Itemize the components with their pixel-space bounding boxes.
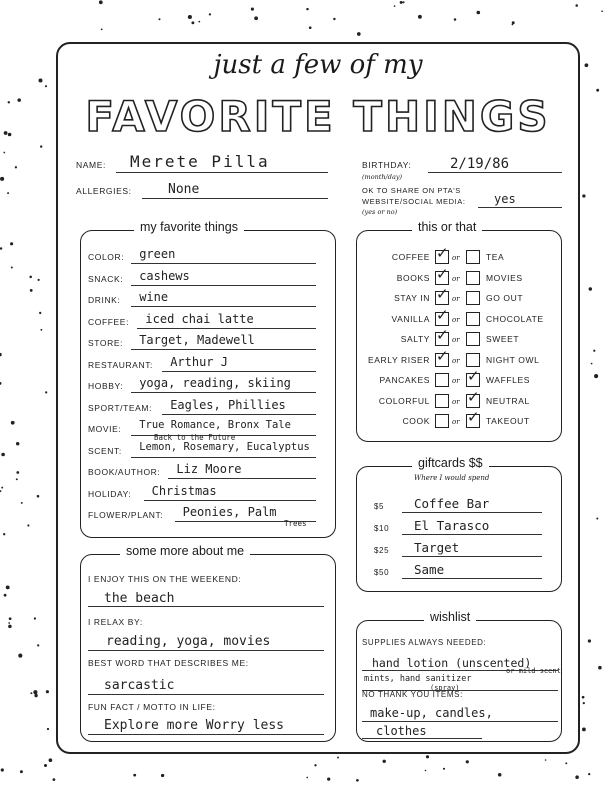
no-thanks-value-1[interactable]: make-up, candles, <box>370 706 493 720</box>
favorite-label: MOVIE: <box>88 424 122 434</box>
choice-right-checkbox[interactable] <box>466 353 480 367</box>
speckle-dot <box>45 391 47 393</box>
form-sheet <box>56 42 580 754</box>
speckle-dot <box>3 533 5 535</box>
website-label: WEBSITE/SOCIAL MEDIA: <box>362 197 466 206</box>
check-mark-icon: ✓ <box>467 409 480 426</box>
speckle-dot <box>466 760 469 763</box>
or-text: or <box>452 397 460 406</box>
speckle-dot <box>191 21 194 24</box>
favorite-label: SNACK: <box>88 273 124 284</box>
no-thanks-value-2[interactable]: clothes <box>376 724 427 738</box>
giftcard-amount: $50 <box>374 568 390 577</box>
speckle-dot <box>44 764 47 767</box>
speckle-dot <box>10 242 13 245</box>
favorite-value[interactable]: iced chai latte <box>145 311 254 326</box>
favorite-value[interactable]: Liz Moore <box>176 462 242 476</box>
giftcard-amount: $5 <box>374 502 385 511</box>
favorite-value[interactable]: cashews <box>139 268 190 283</box>
speckle-dot <box>39 312 41 314</box>
check-mark-icon: ✓ <box>436 245 449 262</box>
speckle-dot <box>7 192 9 194</box>
favorite-value[interactable]: wine <box>139 290 169 304</box>
share-value[interactable]: yes <box>494 192 516 206</box>
speckle-dot <box>583 702 585 704</box>
check-mark-icon: ✓ <box>467 388 480 406</box>
speckle-dot <box>588 639 591 642</box>
speckle-dot <box>37 495 40 498</box>
choice-left-label: STAY IN <box>394 293 430 303</box>
choice-right-label: WAFFLES <box>486 375 531 385</box>
choice-right-label: SWEET <box>486 334 520 344</box>
speckle-dot <box>47 728 49 730</box>
giftcards-title: giftcards $$ <box>412 456 489 470</box>
or-text: or <box>452 377 460 385</box>
speckle-dot <box>589 287 592 290</box>
speckle-dot <box>159 18 161 20</box>
favorite-value[interactable]: Peonies, Palm <box>182 505 277 519</box>
favorite-label: BOOK/AUTHOR: <box>88 467 161 477</box>
speckle-dot <box>40 329 42 331</box>
name-label: NAME: <box>76 160 106 170</box>
speckle-dot <box>425 770 427 772</box>
speckle-dot <box>198 21 200 23</box>
choice-left-label: COFFEE <box>391 252 430 262</box>
choice-left-label: SALTY <box>400 334 430 344</box>
supplies-value-1b: or mild scent <box>506 667 561 675</box>
giftcard-value[interactable]: Same <box>414 562 445 577</box>
speckle-dot <box>30 289 33 292</box>
speckle-dot <box>0 382 2 385</box>
speckle-dot <box>209 13 211 15</box>
favorite-label: DRINK: <box>88 295 121 305</box>
favorite-label: HOBBY: <box>88 381 124 391</box>
allergies-label: ALLERGIES: <box>76 186 132 196</box>
speckle-dot <box>8 622 10 624</box>
speckle-dot <box>101 28 103 30</box>
speckle-dot <box>17 98 21 102</box>
speckle-dot <box>49 758 53 762</box>
speckle-dot <box>30 692 32 694</box>
speckle-dot <box>594 374 598 378</box>
check-mark-icon: ✓ <box>436 306 449 324</box>
favorite-value[interactable]: Target, Madewell <box>139 333 255 347</box>
speckle-dot <box>0 247 2 249</box>
page-title: FAVORITE THINGS <box>85 92 551 141</box>
favorite-value[interactable]: green <box>139 247 176 261</box>
speckle-dot <box>8 133 12 137</box>
speckle-dot <box>251 8 254 11</box>
motto-label: FUN FACT / MOTTO IN LIFE: <box>88 702 216 712</box>
speckle-dot <box>188 15 192 19</box>
speckle-dot <box>512 24 514 26</box>
supplies-value-2[interactable]: mints, hand sanitizer <box>364 674 472 684</box>
speckle-dot <box>6 585 10 589</box>
favorite-value[interactable]: Arthur J <box>170 354 228 369</box>
choice-left-checkbox[interactable] <box>435 414 449 428</box>
relax-label: I RELAX BY: <box>88 617 143 627</box>
choice-right-label: TAKEOUT <box>486 416 530 426</box>
favorite-label: SCENT: <box>88 445 122 456</box>
choice-right-checkbox[interactable] <box>466 291 480 305</box>
speckle-dot <box>1 487 3 489</box>
speckle-dot <box>39 79 43 83</box>
speckle-dot <box>598 666 602 670</box>
weekend-label: I ENJOY THIS ON THE WEEKEND: <box>88 574 242 584</box>
share-label: OK TO SHARE ON PTA'S <box>362 186 461 195</box>
speckle-dot <box>8 101 10 103</box>
speckle-dot <box>46 690 49 693</box>
speckle-dot <box>254 16 258 20</box>
describes-me-value[interactable]: sarcastic <box>104 678 175 693</box>
speckle-dot <box>337 757 339 759</box>
speckle-dot <box>400 1 403 4</box>
more-about-me-title: some more about me <box>120 544 250 558</box>
choice-right-checkbox[interactable] <box>466 271 480 285</box>
relax-value[interactable]: reading, yoga, movies <box>106 634 271 649</box>
speckle-dot <box>11 267 13 269</box>
speckle-dot <box>306 777 308 779</box>
choice-right-checkbox[interactable] <box>466 312 480 326</box>
speckle-dot <box>3 152 5 154</box>
favorite-label: HOLIDAY: <box>88 488 132 499</box>
name-value[interactable]: Merete Pilla <box>130 152 270 171</box>
speckle-dot <box>402 1 404 3</box>
favorites-title: my favorite things <box>134 220 244 234</box>
speckle-dot <box>18 654 22 658</box>
choice-right-label: CHOCOLATE <box>486 313 544 324</box>
giftcard-amount: $25 <box>374 546 390 555</box>
or-text: or <box>452 274 460 283</box>
supplies-value-1[interactable]: hand lotion (unscented) <box>372 656 532 670</box>
flower-extra-note: Trees <box>284 519 307 528</box>
choice-right-checkbox[interactable] <box>466 250 480 264</box>
wishlist-title: wishlist <box>424 610 476 624</box>
giftcard-value[interactable]: Coffee Bar <box>414 496 490 511</box>
choice-left-label: COLORFUL <box>378 395 430 406</box>
choice-right-label: NEUTRAL <box>486 395 530 406</box>
allergies-value[interactable]: None <box>168 182 200 197</box>
birthday-hint: (month/day) <box>362 173 403 181</box>
speckle-dot <box>34 617 36 619</box>
speckle-dot <box>45 85 47 87</box>
speckle-dot <box>545 759 547 761</box>
speckle-dot <box>333 18 335 20</box>
choice-right-label: NIGHT OWL <box>486 354 540 365</box>
favorite-label: SPORT/TEAM: <box>88 402 153 413</box>
speckle-dot <box>582 696 585 699</box>
speckle-dot <box>582 194 585 197</box>
or-text: or <box>452 295 460 303</box>
choice-left-label: COOK <box>402 416 430 426</box>
favorite-label: STORE: <box>88 338 124 348</box>
speckle-dot <box>585 63 589 67</box>
speckle-dot <box>9 617 12 620</box>
giftcard-amount: $10 <box>374 524 390 533</box>
favorite-value[interactable]: True Romance, Bronx Tale <box>139 419 291 431</box>
speckle-dot <box>565 762 567 764</box>
speckle-dot <box>356 779 359 782</box>
check-mark-icon: ✓ <box>467 368 480 385</box>
speckle-dot <box>306 8 308 10</box>
speckle-dot <box>20 770 23 773</box>
speckle-dot <box>477 11 481 15</box>
favorite-label: FLOWER/PLANT: <box>88 510 164 520</box>
speckle-dot <box>418 15 422 19</box>
speckle-dot <box>8 625 12 629</box>
speckle-dot <box>575 775 579 779</box>
check-mark-icon: ✓ <box>436 347 449 365</box>
speckle-dot <box>33 690 37 694</box>
or-text: or <box>452 356 460 365</box>
no-thanks-label: NO THANK YOU ITEMS: <box>362 690 463 699</box>
speckle-dot <box>16 471 19 474</box>
speckle-dot <box>394 5 396 7</box>
speckle-dot <box>582 727 586 731</box>
birthday-label: BIRTHDAY: <box>362 160 412 170</box>
speckle-dot <box>0 177 4 181</box>
speckle-dot <box>29 276 32 279</box>
speckle-dot <box>327 777 330 780</box>
speckle-dot <box>37 644 39 646</box>
choice-left-checkbox[interactable] <box>435 394 449 408</box>
speckle-dot <box>34 694 37 697</box>
speckle-dot <box>27 524 29 526</box>
or-text: or <box>452 315 460 324</box>
speckle-dot <box>53 778 56 781</box>
giftcard-value[interactable]: Target <box>414 540 460 555</box>
supplies-label: SUPPLIES ALWAYS NEEDED: <box>362 638 487 647</box>
speckle-dot <box>357 32 361 36</box>
motto-value[interactable]: Explore more Worry less <box>104 718 285 733</box>
speckle-dot <box>596 89 599 92</box>
speckle-dot <box>11 421 15 425</box>
choice-left-label: VANILLA <box>391 313 430 324</box>
speckle-dot <box>16 478 18 480</box>
speckle-dot <box>314 764 316 766</box>
speckle-dot <box>309 26 312 29</box>
choice-right-label: TEA <box>486 252 505 262</box>
speckle-dot <box>591 363 593 365</box>
speckle-dot <box>161 774 164 777</box>
choice-left-label: BOOKS <box>396 272 430 283</box>
speckle-dot <box>40 145 42 147</box>
or-text: or <box>452 254 460 262</box>
movie-extra-note: Back to the Future <box>154 433 236 442</box>
giftcards-subtitle: Where I would spend <box>414 474 490 482</box>
supplies-value-2b: (spray) <box>430 684 460 692</box>
speckle-dot <box>38 279 40 281</box>
or-text: or <box>452 418 460 426</box>
choice-right-label: GO OUT <box>486 293 524 303</box>
speckle-dot <box>596 518 598 520</box>
speckle-dot <box>588 773 590 775</box>
speckle-dot <box>498 773 502 777</box>
favorite-value[interactable]: Christmas <box>151 483 217 498</box>
speckle-dot <box>575 4 578 7</box>
speckle-dot <box>593 350 595 352</box>
choice-right-label: MOVIES <box>486 272 523 283</box>
speckle-dot <box>99 0 103 4</box>
choice-left-checkbox[interactable] <box>435 373 449 387</box>
favorite-value[interactable]: Eagles, Phillies <box>170 397 286 412</box>
speckle-dot <box>383 760 386 763</box>
check-mark-icon: ✓ <box>436 327 449 344</box>
choice-left-label: PANCAKES <box>379 375 430 385</box>
check-mark-icon: ✓ <box>436 286 449 303</box>
this-or-that-title: this or that <box>412 220 482 234</box>
speckle-dot <box>454 18 457 21</box>
giftcard-value[interactable]: El Tarasco <box>414 518 490 533</box>
speckle-dot <box>133 774 136 777</box>
favorite-label: RESTAURANT: <box>88 359 154 370</box>
describes-me-label: BEST WORD THAT DESCRIBES ME: <box>88 658 249 668</box>
favorite-label: COFFEE: <box>88 316 130 327</box>
header-subtitle: just a few of my <box>213 50 423 80</box>
weekend-value[interactable]: the beach <box>104 591 175 606</box>
choice-left-label: EARLY RISER <box>367 354 430 365</box>
favorite-value[interactable]: yoga, reading, skiing <box>139 376 291 390</box>
speckle-dot <box>21 502 23 504</box>
speckle-dot <box>4 594 7 597</box>
speckle-dot <box>0 353 2 356</box>
favorite-label: COLOR: <box>88 252 125 262</box>
speckle-dot <box>15 166 17 168</box>
speckle-dot <box>1 768 4 771</box>
choice-right-checkbox[interactable] <box>466 332 480 346</box>
or-text: or <box>452 336 460 344</box>
check-mark-icon: ✓ <box>436 265 449 283</box>
speckle-dot <box>426 755 429 758</box>
speckle-dot <box>4 131 8 135</box>
favorite-value[interactable]: Lemon, Rosemary, Eucalyptus <box>139 440 310 453</box>
website-hint: (yes or no) <box>362 208 398 216</box>
birthday-value[interactable]: 2/19/86 <box>450 156 510 172</box>
speckle-dot <box>16 442 19 445</box>
speckle-dot <box>443 768 445 770</box>
speckle-dot <box>0 490 1 492</box>
speckle-dot <box>1 453 5 457</box>
